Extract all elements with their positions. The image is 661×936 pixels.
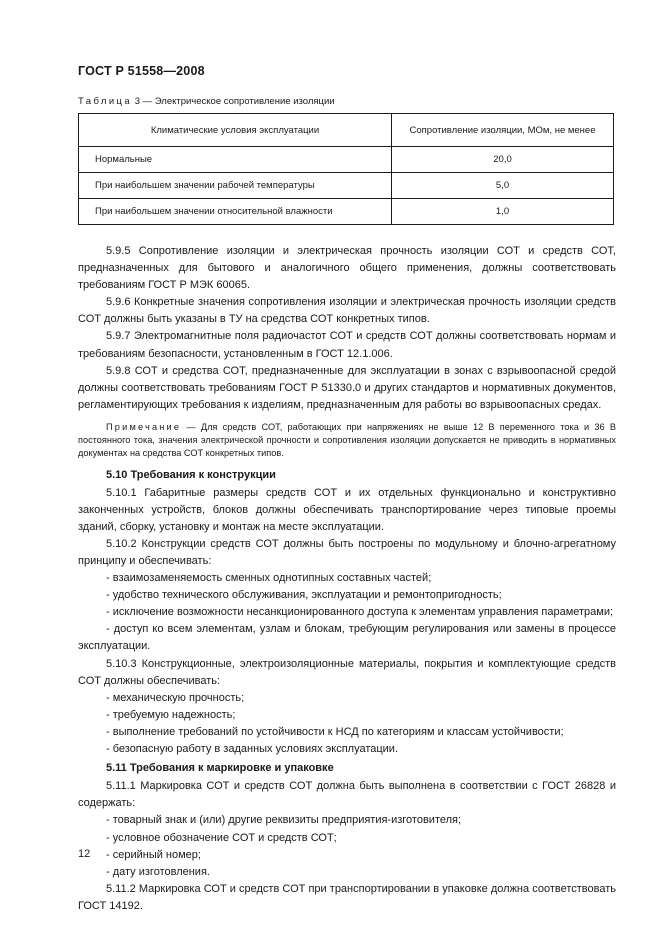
table-cell-condition: При наибольшем значении относительной влажности: [79, 199, 392, 225]
clause-5-9-6: 5.9.6 Конкретные значения сопротивления изоляции и электрическая прочность изоляции средств СОТ должны быть указаны в ТУ на средства СОТ конкретных типов.: [78, 296, 616, 326]
list-item: - требуемую надежность;: [106, 708, 236, 721]
note-paragraph: [78, 421, 616, 461]
column-header-resistance: Сопротивление изоляции, МОм, не менее: [392, 114, 614, 147]
clause-5-11-2: 5.11.2 Маркировка СОТ и средств СОТ при транспортировании в упаковке должна соответствовать ГОСТ 14192.: [78, 882, 616, 912]
table-cell-value: 1,0: [392, 199, 614, 225]
table-cell-condition: Нормальные: [79, 147, 392, 173]
section-heading-5-11: 5.11 Требования к маркировке и упаковке: [106, 762, 334, 775]
section-heading-5-10: 5.10 Требования к конструкции: [106, 468, 276, 481]
clause-5-9-7: 5.9.7 Электромагнитные поля радиочастот СОТ и средств СОТ должны соответствовать нормам и требованиям безопасности, установленным в ГОСТ 12.1.006.: [78, 330, 616, 360]
table-cell-condition: При наибольшем значении рабочей температуры: [79, 173, 392, 199]
table-row: [79, 199, 614, 225]
list-item: - дату изготовления.: [106, 865, 210, 878]
clause-5-10-3: 5.10.3 Конструкционные, электроизоляционные материалы, покрытия и комплектующие средств СОТ должны обеспечивать:: [78, 657, 616, 687]
list-item: - безопасную работу в заданных условиях эксплуатации.: [106, 743, 398, 756]
note-label: Примечание: [106, 421, 182, 432]
table-row: [79, 173, 614, 199]
clause-5-10-2: 5.10.2 Конструкции средств СОТ должны быть построены по модульному и блочно-агрегатному принципу и обеспечивать:: [78, 537, 616, 568]
clause-5-9-8: 5.9.8 СОТ и средства СОТ, предназначенные для эксплуатации в зонах с взрывоопасной средой должны соответствовать требованиям ГОСТ Р 51330.0 и других стандартов и нормативных документов, регламентирующих требования к изделиям, предназначенным для работы во взрывоопасных средах.: [78, 364, 616, 411]
list-item: - удобство технического обслуживания, эксплуатации и ремонтопригодность;: [106, 589, 502, 602]
table-cell-value: 20,0: [392, 147, 614, 173]
column-header-conditions: Климатические условия эксплуатации: [79, 114, 392, 147]
table-caption-text: 3 — Электрическое сопротивление изоляции: [134, 96, 335, 107]
clause-5-10-1: 5.10.1 Габаритные размеры средств СОТ и их отдельных функционально и конструктивно законченных устройств, блоков должны обеспечивать транспортирование через типовые проемы зданий, сборку, установку и монтаж на месте эксплуатации.: [78, 486, 616, 533]
clause-5-11-1: 5.11.1 Маркировка СОТ и средств СОТ должна быть выполнена в соответствии с ГОСТ 26828 и содержать:: [78, 780, 616, 810]
table-caption: [78, 96, 335, 107]
table-caption-word: Таблица: [78, 96, 133, 107]
clause-5-9-5: 5.9.5 Сопротивление изоляции и электрическая прочность изоляции СОТ и средств СОТ, предназначенных для бытового и аналогичного общего применения, должны соответствовать требованиям ГОСТ Р МЭК 60065.: [78, 245, 616, 292]
insulation-resistance-table: [78, 113, 614, 225]
table-cell-value: 5,0: [392, 173, 614, 199]
standard-code-header: ГОСТ Р 51558—2008: [78, 64, 205, 78]
table-header-row: [79, 114, 614, 147]
list-item: - серийный номер;: [106, 848, 201, 861]
list-item: - условное обозначение СОТ и средств СОТ;: [106, 831, 337, 844]
list-item: - механическую прочность;: [106, 691, 245, 704]
table-row: [79, 147, 614, 173]
list-item: - доступ ко всем элементам, узлам и блокам, требующим регулирования или замены в процессе эксплуатации.: [78, 623, 616, 653]
list-item: - исключение возможности несанкционированного доступа к элементам управления параметрами;: [106, 606, 614, 619]
note-text: — Для средств СОТ, работающих при напряжениях не выше 12 В переменного тока и 36 В постоянного тока, значения электрической прочности и сопротивления изоляции допускается не приводить в нормативных документах на средства СОТ конкретных типов.: [78, 421, 616, 459]
page-number: 12: [78, 848, 91, 860]
list-item: - товарный знак и (или) другие реквизиты предприятия-изготовителя;: [106, 814, 462, 827]
list-item: - выполнение требований по устойчивости к НСД по категориям и классам устойчивости;: [106, 725, 564, 738]
list-item: - взаимозаменяемость сменных однотипных составных частей;: [106, 572, 432, 585]
document-body: [78, 243, 616, 915]
